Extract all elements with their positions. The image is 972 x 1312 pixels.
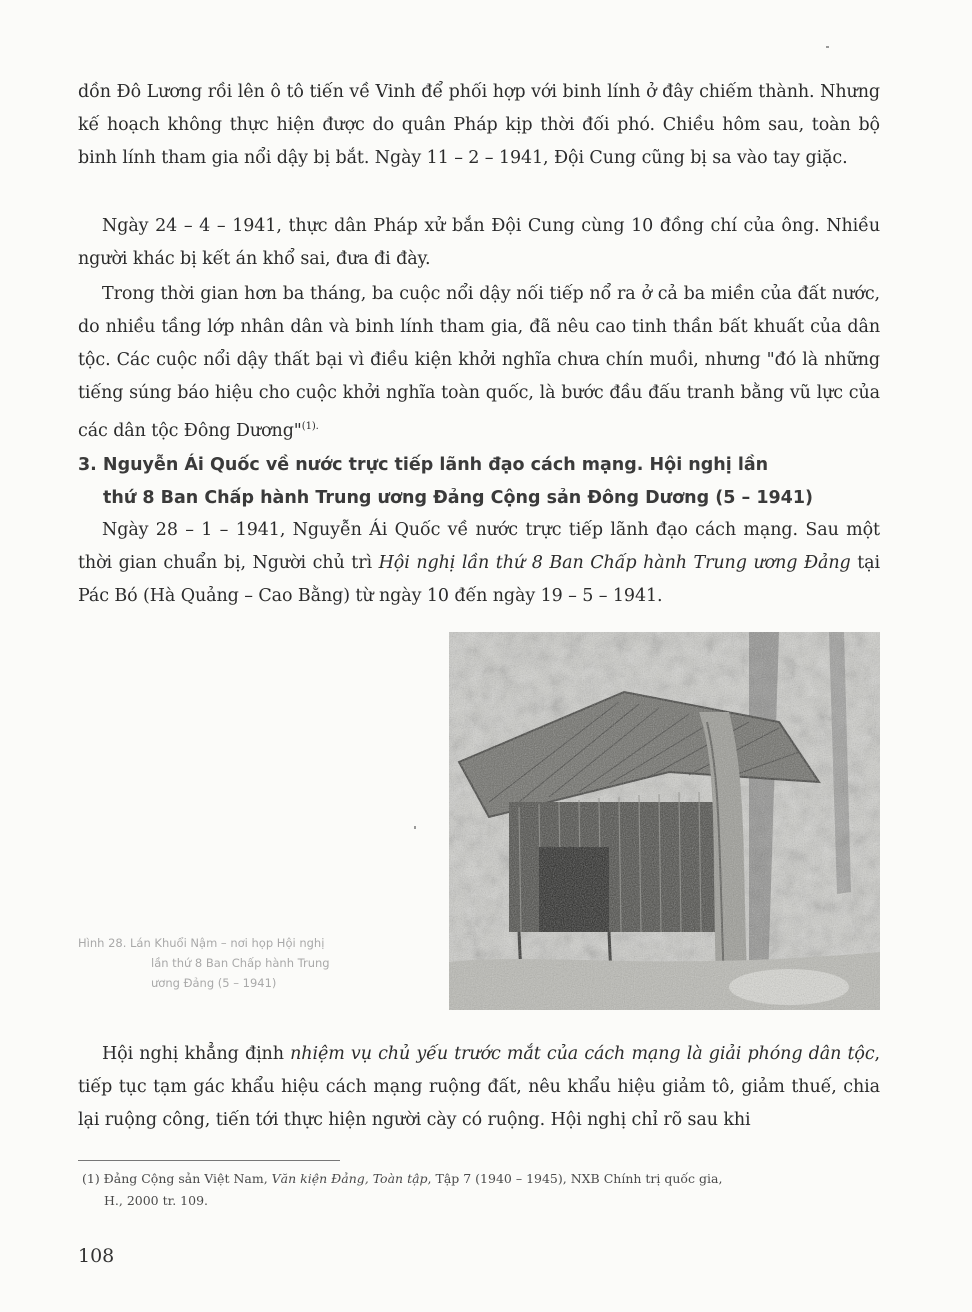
scan-speck (414, 826, 416, 829)
paragraph-4 (78, 514, 880, 613)
paragraph-3 (78, 278, 880, 448)
caption-line-3: ương Đảng (5 – 1941) (151, 976, 277, 990)
scan-speck (826, 46, 829, 48)
footnote (82, 1168, 882, 1212)
paragraph-5-text: Hội nghị khẳng định (102, 1044, 291, 1064)
footnote-marker: (1) Đảng Cộng sản Việt Nam, (82, 1171, 272, 1186)
paragraph-5-text-end: , tiếp tục tạm gác khẩu hiệu cách mạng ruộng đất, nêu khẩu hiệu giảm tô, giảm thuế, chia lại ruộng công, tiến tới thực hiện người cày có ruộng. Hội nghị chỉ rõ sau khi (78, 1044, 881, 1130)
paragraph-4-text-end: tại Pác Bó (Hà Quảng – Cao Bằng) từ ngày 10 đến ngày 19 – 5 – 1941. (78, 553, 881, 606)
paragraph-3-text: Trong thời gian hơn ba tháng, ba cuộc nổi dậy nối tiếp nổ ra ở cả ba miền của đất nước, do nhiều tầng lớp nhân dân và binh lính tham gia, đã nêu cao tinh thần bất khuất của dân tộc. Các cuộc nổi dậy thất bại vì điều kiện khởi nghĩa chưa chín muồi, nhưng "đó là những tiếng súng báo hiệu cho cuộc khởi nghĩa toàn quốc, là bước đầu đấu tranh bằng vũ lực của các dân tộc Đông Dương" (78, 284, 880, 441)
paragraph-1: dồn Đô Lương rồi lên ô tô tiến về Vinh để phối hợp với binh lính ở đây chiếm thành. Nhưng kế hoạch không thực hiện được do quân Pháp kịp thời đối phó. Chiều hôm sau, toàn bộ binh lính tham gia nổi dậy bị bắt. Ngày 11 – 2 – 1941, Đội Cung cũng bị sa vào tay giặc. (78, 82, 880, 168)
paragraph-2: Ngày 24 – 4 – 1941, thực dân Pháp xử bắn Đội Cung cùng 10 đồng chí của ông. Nhiều người khác bị kết án khổ sai, đưa đi đày. (78, 216, 880, 269)
footnote-title-italic: Văn kiện Đảng, Toàn tập (271, 1171, 428, 1186)
hut-photograph (449, 632, 880, 1010)
section-heading (78, 449, 888, 515)
conference-name-italic: Hội nghị lần thứ 8 Ban Chấp hành Trung ương Đảng (378, 553, 851, 573)
section-heading-line-1: 3. Nguyễn Ái Quốc về nước trực tiếp lãnh đạo cách mạng. Hội nghị lần (78, 455, 769, 475)
hut-photo-illustration (449, 632, 880, 1010)
footnote-separator (78, 1160, 340, 1161)
page-number: 108 (78, 1245, 115, 1267)
section-heading-line-2: thứ 8 Ban Chấp hành Trung ương Đảng Cộng sản Đông Dương (5 – 1941) (103, 488, 814, 508)
caption-line-2: lần thứ 8 Ban Chấp hành Trung (151, 956, 330, 970)
footnote-text: , Tập 7 (1940 – 1945), NXB Chính trị quốc gia, (427, 1171, 723, 1186)
footnote-line-2: H., 2000 tr. 109. (104, 1193, 209, 1208)
main-task-italic: nhiệm vụ chủ yếu trước mắt của cách mạng là giải phóng dân tộc (290, 1044, 875, 1064)
caption-line-1: Hình 28. Lán Khuổi Nậm – nơi họp Hội nghị (78, 936, 325, 950)
footnote-reference: (1). (301, 421, 319, 432)
paragraph-4-text: Ngày 28 – 1 – 1941, Nguyễn Ái Quốc về nước trực tiếp lãnh đạo cách mạng. Sau một thời gian chuẩn bị, Người chủ trì (78, 520, 880, 573)
paragraph-5 (78, 1038, 880, 1137)
figure-caption (78, 933, 428, 993)
